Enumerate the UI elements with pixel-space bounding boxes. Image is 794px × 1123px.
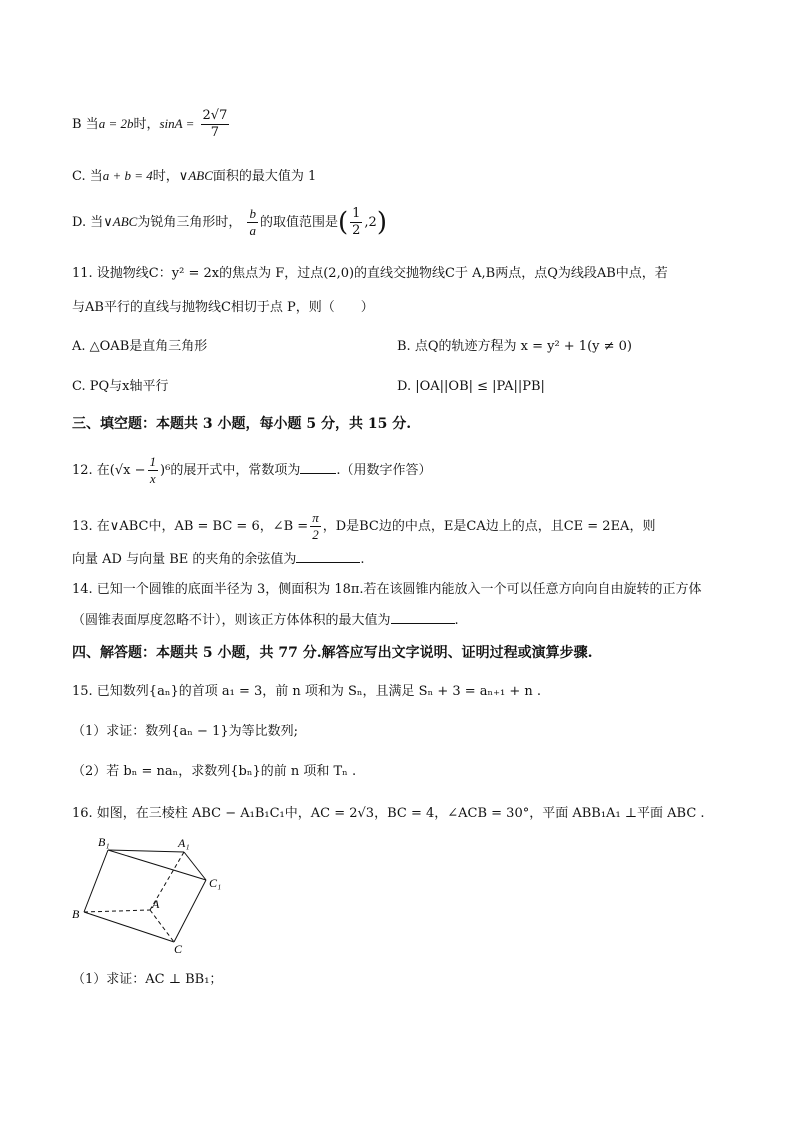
q10b-condition: a = 2b	[98, 116, 134, 131]
q13-num: π	[312, 510, 319, 525]
q10d-range-end: ,2	[364, 215, 377, 230]
section-3-heading: 三、填空题：本题共 3 小题，每小题 5 分，共 15 分.	[72, 416, 412, 432]
edge-b-a	[84, 910, 150, 912]
label-c: C	[174, 942, 183, 955]
q11-option-d: D. |OA||OB| ≤ |PA||PB|	[397, 379, 545, 394]
q13-fraction	[310, 510, 321, 543]
q10b-prefix: B 当	[72, 117, 99, 132]
q12-den: x	[149, 471, 156, 486]
q10-option-d	[72, 206, 387, 239]
q12-num: 1	[149, 454, 157, 469]
edge-a-c	[150, 910, 174, 942]
q10b-mid: 时，	[133, 117, 160, 132]
section-4-heading: 四、解答题：本题共 5 小题，共 77 分.解答应写出文字说明、证明过程或演算步骤.	[72, 645, 593, 661]
q14-line2-text: （圆锥表面厚度忽略不计），则该正方体体积的最大值为	[72, 613, 391, 628]
q10d-paren-close: )	[376, 207, 387, 238]
q11-option-a: A. △OAB是直角三角形	[72, 339, 208, 354]
q15-part2: （2）若 bₙ = naₙ，求数列{bₙ}的前 n 项和 Tₙ .	[72, 764, 357, 779]
q10d-prefix: D. 当∨	[72, 215, 113, 230]
q12-answer-blank	[300, 461, 336, 474]
edge-a1-c1	[184, 852, 206, 880]
q10d-range-num: 1	[352, 206, 361, 221]
q13-line2-text: 向量 AD 与向量 BE 的夹角的余弦值为	[72, 552, 297, 567]
q10b-num: 2√7	[202, 108, 228, 123]
q14-line2	[72, 611, 459, 631]
q15-part1: （1）求证：数列{aₙ − 1}为等比数列;	[72, 724, 298, 739]
q13-den: 2	[312, 527, 319, 542]
q14-answer-blank	[391, 611, 455, 624]
edge-c1-c	[174, 880, 206, 942]
q16-part1: （1）求证：AC ⊥ BB₁；	[72, 972, 223, 987]
q10d-range-fraction	[350, 206, 362, 239]
q13-prefix: 13. 在∨ABC中，AB = BC = 6，∠B =	[72, 519, 309, 534]
edge-b1-b	[84, 850, 108, 912]
q13-line2	[72, 550, 365, 570]
edge-b-c	[84, 912, 174, 942]
q10b-den: 7	[210, 125, 220, 140]
q13-answer-blank	[296, 550, 360, 563]
q12-tail: 的展开式中，常数项为	[170, 463, 301, 478]
q12-prefix: 12. 在(√x −	[72, 463, 146, 478]
q10d-triangle: ABC	[112, 214, 138, 229]
q12-exponent: )⁶	[160, 463, 171, 478]
q10d-tail: 的取值范围是	[259, 215, 338, 230]
q13-line1	[72, 510, 655, 543]
q10c-prefix: C. 当	[72, 169, 103, 184]
q10c-mid: 时，∨	[152, 169, 189, 184]
q11-line1: 11. 设抛物线C：y² = 2x的焦点为 F，过点(2,0)的直线交抛物线C于 A,B两点，点Q为线段AB中点，若	[72, 266, 668, 281]
q10-option-b	[72, 108, 231, 141]
q10b-func: sinA =	[159, 116, 195, 131]
label-c1: C₁	[209, 876, 222, 890]
q16-line1: 16. 如图，在三棱柱 ABC − A₁B₁C₁中，AC = 2√3，BC = 4，∠ACB = 30°，平面 ABB₁A₁ ⊥平面 ABC .	[72, 806, 705, 821]
prism-diagram	[68, 830, 238, 955]
edge-b1-a1	[108, 850, 184, 852]
label-b1: B₁	[98, 835, 110, 849]
q11-line2: 与AB平行的直线与抛物线C相切于点 P，则（ ）	[72, 300, 374, 315]
q10d-range-den: 2	[352, 223, 361, 238]
edge-b1-c1	[108, 850, 206, 880]
label-b: B	[72, 907, 80, 921]
q12-end: .（用数字作答）	[336, 463, 432, 478]
q10d-mid: 为锐角三角形时，	[137, 215, 242, 230]
q10d-fraction	[247, 206, 258, 239]
q11-option-b: B. 点Q的轨迹方程为 x = y² + 1(y ≠ 0)	[397, 339, 632, 354]
label-a1: A₁	[178, 836, 190, 850]
q10-option-c	[72, 166, 316, 187]
q14-line2-end: .	[454, 613, 459, 628]
q14-line1: 14. 已知一个圆锥的底面半径为 3，侧面积为 18π.若在该圆锥内能放入一个可以任意方向向自由旋转的正方体	[72, 582, 702, 597]
q13-line2-end: .	[360, 552, 365, 567]
q10d-paren-open: (	[337, 207, 349, 238]
q13-tail: ，D是BC边的中点，E是CA边上的点，且CE = 2EA，则	[322, 519, 656, 534]
q10d-num: b	[249, 206, 256, 221]
q10d-den: a	[249, 223, 256, 238]
q10b-fraction	[201, 108, 230, 141]
q10c-tail: 面积的最大值为 1	[212, 169, 317, 184]
q15-line1: 15. 已知数列{aₙ}的首项 a₁ = 3，前 n 项和为 Sₙ，且满足 Sₙ + 3 = aₙ₊₁ + n .	[72, 684, 542, 699]
q12	[72, 454, 431, 487]
q11-option-c: C. PQ与x轴平行	[72, 379, 169, 394]
q12-fraction	[148, 454, 159, 487]
q10c-condition: a + b = 4	[102, 168, 153, 183]
label-a: A	[152, 897, 160, 911]
q10c-triangle: ABC	[188, 168, 213, 183]
